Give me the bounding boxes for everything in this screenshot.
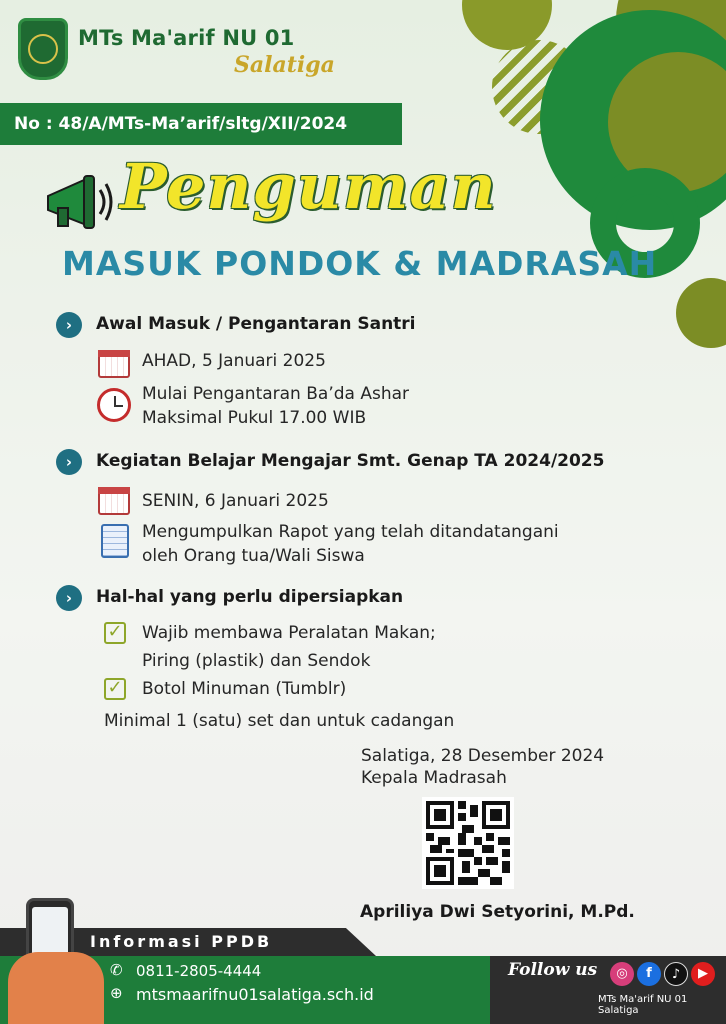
signature-place-date: Salatiga, 28 Desember 2024 xyxy=(361,746,605,766)
checkbox-icon: ✓ xyxy=(104,678,126,700)
section-bullet-icon: › xyxy=(56,449,82,475)
deco-circle-olive-small xyxy=(676,278,726,348)
report-card-icon xyxy=(101,524,129,558)
section-bullet-icon: › xyxy=(56,585,82,611)
section-note: Minimal 1 (satu) set dan untuk cadangan xyxy=(104,711,455,731)
section-heading-awal-masuk: Awal Masuk / Pengantaran Santri xyxy=(96,314,416,334)
section-item-line: SENIN, 6 Januari 2025 xyxy=(142,491,329,511)
section-item-line: Piring (plastik) dan Sendok xyxy=(142,651,371,671)
title-script: Penguman xyxy=(120,150,497,223)
youtube-icon[interactable]: ▶ xyxy=(691,962,715,986)
document-number: No : 48/A/MTs-Ma’arif/sltg/XII/2024 xyxy=(0,103,402,145)
hand-illustration xyxy=(8,952,104,1024)
qr-code-icon xyxy=(422,797,514,889)
clock-icon xyxy=(97,388,131,422)
school-logo xyxy=(18,18,68,80)
facebook-icon[interactable]: f xyxy=(637,962,661,986)
signature-position: Kepala Madrasah xyxy=(361,768,507,788)
section-item-line: Wajib membawa Peralatan Makan; xyxy=(142,623,436,643)
follow-us-label: Follow us xyxy=(508,960,598,980)
title-main: MASUK PONDOK & MADRASAH xyxy=(62,244,658,283)
globe-icon: ⊕ xyxy=(110,984,123,1002)
section-item-line: Mengumpulkan Rapot yang telah ditandatangani xyxy=(142,522,559,542)
social-account-name: MTs Ma'arif NU 01 Salatiga xyxy=(598,994,688,1016)
website-link[interactable]: mtsmaarifnu01salatiga.sch.id xyxy=(136,985,374,1004)
section-heading-kbm: Kegiatan Belajar Mengajar Smt. Genap TA 2024/2025 xyxy=(96,451,605,471)
calendar-icon xyxy=(98,350,130,378)
megaphone-icon xyxy=(44,172,116,232)
section-item-line: Maksimal Pukul 17.00 WIB xyxy=(142,408,367,428)
section-bullet-icon: › xyxy=(56,312,82,338)
school-name: MTs Ma'arif NU 01 xyxy=(78,26,295,50)
section-item-line: Mulai Pengantaran Ba’da Ashar xyxy=(142,384,410,404)
phone-number[interactable]: 0811-2805-4444 xyxy=(136,962,262,980)
calendar-icon xyxy=(98,487,130,515)
whatsapp-icon: ✆ xyxy=(110,961,123,979)
info-ppdb-label: Informasi PPDB xyxy=(90,932,273,951)
school-city: Salatiga xyxy=(234,52,335,78)
tiktok-icon[interactable]: ♪ xyxy=(664,962,688,986)
instagram-icon[interactable]: ◎ xyxy=(610,962,634,986)
section-heading-persiapan: Hal-hal yang perlu dipersiapkan xyxy=(96,587,404,607)
section-item-line: AHAD, 5 Januari 2025 xyxy=(142,351,326,371)
checkbox-icon: ✓ xyxy=(104,622,126,644)
section-item-line: Botol Minuman (Tumblr) xyxy=(142,679,347,699)
signature-name: Apriliya Dwi Setyorini, M.Pd. xyxy=(360,902,635,922)
section-item-line: oleh Orang tua/Wali Siswa xyxy=(142,546,365,566)
